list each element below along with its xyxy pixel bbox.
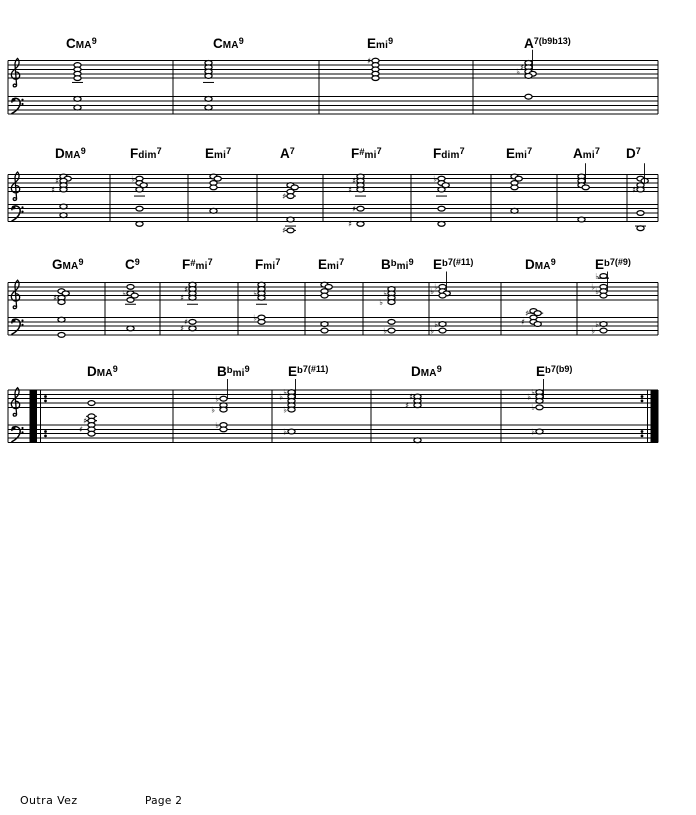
chord-label-part: 7	[533, 35, 539, 46]
chord-label-part: b	[442, 258, 448, 269]
barlines	[8, 387, 658, 442]
chord-notes	[203, 60, 214, 110]
chord-notes	[53, 289, 69, 337]
flat-accidental-icon: ♭	[131, 174, 135, 184]
chord-label-part: mi	[396, 261, 409, 272]
flat-accidental-icon: ♭	[531, 427, 535, 437]
chord-label-part: mi	[327, 261, 340, 272]
chord-label-part: 9	[112, 363, 118, 374]
chord-label-part: B	[217, 364, 227, 379]
staff-lines	[8, 387, 658, 442]
treble-clef-icon	[11, 280, 19, 308]
treble-clef-icon	[11, 172, 19, 200]
chord-label-part: (b9b13)	[538, 35, 571, 46]
whole-notehead	[287, 228, 294, 233]
whole-notehead	[74, 96, 81, 101]
whole-notehead	[210, 208, 217, 213]
whole-notehead	[439, 322, 446, 327]
whole-notehead	[511, 208, 518, 213]
staff-lines	[8, 174, 658, 221]
sharp-accidental-icon: ♯	[348, 219, 352, 229]
chord-label-part: mi	[232, 368, 245, 379]
whole-notehead	[600, 293, 607, 298]
chord-label-part: F	[130, 146, 139, 161]
chord-label	[525, 257, 556, 273]
chord-label-part: F	[182, 257, 191, 272]
whole-notehead	[438, 206, 445, 211]
chord-notes	[632, 163, 648, 230]
chord-label-part: mi	[515, 150, 528, 161]
chord-label	[255, 257, 280, 273]
chord-label-part: dim	[441, 150, 460, 161]
whole-notehead	[321, 328, 328, 333]
footer-page-label: Page 2	[145, 795, 183, 807]
whole-notehead	[189, 295, 196, 300]
whole-notehead	[127, 326, 134, 331]
chord-label-part: 9	[408, 256, 414, 267]
flat-accidental-icon: ♭	[253, 289, 257, 299]
sharp-accidental-icon: ♯	[184, 317, 188, 327]
chord-label-part: A	[280, 146, 290, 161]
chord-label-part: 9	[238, 35, 244, 46]
chord-label	[213, 36, 244, 52]
chord-label-part: 7	[275, 256, 281, 267]
sharp-accidental-icon: ♯	[53, 293, 57, 303]
chord-label-part: 7	[550, 363, 556, 374]
flat-accidental-icon: ♭	[531, 403, 535, 413]
chord-label-part: mi	[376, 40, 389, 51]
chord-label-part: MA	[222, 40, 239, 51]
chord-label	[125, 257, 140, 273]
whole-notehead	[600, 322, 607, 327]
whole-notehead	[388, 328, 395, 333]
sharp-accidental-icon: ♯	[282, 226, 286, 236]
chord-label-part: MA	[96, 368, 113, 379]
chord-label-part: D	[55, 146, 65, 161]
flat-accidental-icon: ♭	[383, 326, 387, 336]
chord-label-part: b	[297, 365, 303, 376]
sharp-accidental-icon: ♯	[180, 293, 184, 303]
chord-label-part: E	[595, 257, 605, 272]
sharp-accidental-icon: ♯	[525, 308, 529, 318]
chord-label-part: E	[433, 257, 443, 272]
chord-label-part: (#11)	[307, 363, 329, 374]
chord-label-part: 7	[289, 145, 295, 156]
chord-label-part: C	[213, 36, 223, 51]
whole-notehead	[388, 300, 395, 305]
flat-accidental-icon: ♭	[591, 282, 595, 292]
whole-notehead	[258, 319, 265, 324]
whole-notehead	[321, 322, 328, 327]
flat-accidental-icon: ♭	[383, 289, 387, 299]
sharp-accidental-icon: ♯	[55, 176, 59, 186]
chord-label	[367, 36, 393, 52]
chord-label-part: (#11)	[452, 256, 474, 267]
chord-label-part: A	[573, 146, 583, 161]
flat-accidental-icon: ♭	[379, 297, 383, 307]
whole-notehead	[205, 105, 212, 110]
whole-notehead	[414, 403, 421, 408]
flat-accidental-icon: ♭	[516, 67, 520, 77]
sharp-accidental-icon: ♯	[352, 176, 356, 186]
flat-accidental-icon: ♭	[527, 392, 531, 402]
chord-label	[182, 257, 213, 273]
chord-label-part: E	[536, 364, 546, 379]
flat-accidental-icon: ♭	[283, 405, 287, 415]
whole-notehead	[438, 221, 445, 226]
chord-label-part: 7	[207, 256, 213, 267]
whole-notehead	[220, 407, 227, 412]
flat-accidental-icon: ♭	[122, 289, 126, 299]
whole-notehead	[189, 319, 196, 324]
chord-label-part: 7	[447, 256, 453, 267]
flat-accidental-icon: ♭	[253, 313, 257, 323]
chord-label-part: mi	[364, 150, 377, 161]
chord-notes	[405, 392, 421, 442]
chord-label-part: dim	[138, 150, 157, 161]
chord-label-part: 9	[134, 256, 140, 267]
chord-notes	[367, 57, 379, 81]
sharp-accidental-icon: ♯	[51, 185, 55, 195]
whole-notehead	[287, 217, 294, 222]
chord-label-part: 7	[527, 145, 533, 156]
whole-notehead	[357, 206, 364, 211]
flat-accidental-icon: ♭	[211, 405, 215, 415]
chord-notes	[516, 50, 536, 99]
whole-notehead	[136, 206, 143, 211]
flat-accidental-icon: ♭	[434, 282, 438, 292]
chord-notes	[511, 174, 522, 213]
whole-notehead	[321, 293, 328, 298]
whole-notehead	[127, 298, 134, 303]
whole-notehead	[136, 187, 143, 192]
whole-notehead	[637, 187, 644, 192]
sharp-accidental-icon: ♯	[79, 425, 83, 435]
chord-label-part: mi	[582, 150, 595, 161]
sharp-accidental-icon: ♯	[282, 191, 286, 201]
whole-notehead	[439, 293, 446, 298]
chord-label-part: 7	[339, 256, 345, 267]
chord-label	[626, 146, 641, 162]
whole-notehead	[88, 431, 95, 436]
end-repeat-sign	[648, 390, 658, 442]
whole-notehead	[536, 429, 543, 434]
chord-notes	[72, 63, 83, 110]
whole-notehead	[258, 295, 265, 300]
barlines	[8, 61, 658, 114]
whole-notehead	[205, 74, 212, 79]
chord-label-part: #	[190, 258, 196, 269]
chord-label	[524, 36, 571, 52]
chord-label-part: 7	[226, 145, 232, 156]
chord-label	[351, 146, 382, 162]
sharp-accidental-icon: ♯	[521, 317, 525, 327]
flat-accidental-icon: ♭	[591, 326, 595, 336]
chord-label-part: MA	[75, 40, 92, 51]
flat-accidental-icon: ♭	[215, 420, 219, 430]
chord-label-part: D	[525, 257, 535, 272]
chord-label-part: C	[66, 36, 76, 51]
chord-label-part: A	[524, 36, 534, 51]
chord-label-part: E	[506, 146, 516, 161]
system-4	[8, 379, 658, 443]
flat-accidental-icon: ♭	[430, 326, 434, 336]
chord-label	[87, 364, 118, 380]
whole-notehead	[582, 185, 589, 190]
chord-notes	[211, 379, 227, 432]
chord-label	[66, 36, 97, 52]
whole-notehead	[210, 185, 217, 190]
whole-notehead	[637, 226, 644, 231]
whole-notehead	[357, 221, 364, 226]
chord-label-part: G	[52, 257, 63, 272]
whole-notehead	[189, 326, 196, 331]
whole-notehead	[536, 405, 543, 410]
treble-clef-icon	[11, 388, 19, 416]
chord-label-part: 9	[388, 35, 394, 46]
chord-label	[130, 146, 162, 162]
chord-label-part: mi	[263, 261, 276, 272]
whole-notehead	[536, 398, 543, 403]
chord-notes	[253, 282, 267, 324]
whole-notehead	[220, 427, 227, 432]
treble-clef-icon	[11, 58, 19, 86]
staff-lines	[8, 61, 658, 114]
chord-label-part: F	[351, 146, 360, 161]
flat-accidental-icon: ♭	[430, 287, 434, 296]
chord-label-part: 9	[436, 363, 442, 374]
whole-notehead	[637, 211, 644, 216]
sharp-accidental-icon: ♯	[367, 56, 371, 66]
whole-notehead	[357, 187, 364, 192]
chord-label-part: (b9)	[555, 363, 573, 374]
chord-label-part: MA	[534, 261, 551, 272]
whole-notehead	[74, 105, 81, 110]
flat-accidental-icon: ♭	[279, 392, 283, 402]
whole-notehead	[414, 438, 421, 443]
chord-label-part: b	[226, 365, 233, 376]
whole-notehead	[60, 213, 67, 218]
whole-notehead	[136, 221, 143, 226]
chord-notes	[79, 401, 97, 436]
chord-label	[433, 257, 473, 273]
begin-repeat-sign	[30, 390, 41, 442]
chord-label	[506, 146, 532, 162]
sharp-accidental-icon: ♯	[632, 185, 636, 195]
whole-notehead	[58, 300, 65, 305]
chord-label-part: E	[205, 146, 215, 161]
chord-label-part: D	[626, 146, 636, 161]
chord-label-part: MA	[420, 368, 437, 379]
chord-label	[381, 257, 414, 273]
chord-label	[318, 257, 344, 273]
whole-notehead	[578, 217, 585, 222]
sharp-accidental-icon: ♯	[83, 416, 87, 426]
chord-notes	[51, 174, 71, 218]
chord-notes	[348, 174, 366, 229]
chord-label-part: 7	[302, 363, 308, 374]
chord-label	[217, 364, 250, 380]
system-3	[8, 272, 658, 338]
chord-label	[536, 364, 572, 380]
sharp-accidental-icon: ♯	[405, 401, 409, 411]
flat-accidental-icon: ♭	[433, 174, 437, 184]
sharp-accidental-icon: ♯	[352, 204, 356, 214]
system-1	[8, 50, 658, 114]
chord-label-part: MA	[64, 150, 81, 161]
chord-label-part: D	[411, 364, 421, 379]
flat-accidental-icon: ♭	[215, 394, 219, 404]
sharp-accidental-icon: ♯	[180, 324, 184, 334]
chord-label-part: 7	[156, 145, 162, 156]
chord-label-part: 9	[550, 256, 556, 267]
whole-notehead	[372, 76, 379, 81]
chord-notes	[433, 174, 449, 226]
whole-notehead	[287, 194, 294, 199]
whole-notehead	[60, 204, 67, 209]
flat-accidental-icon: ♭	[595, 287, 599, 296]
chord-label-part: F	[255, 257, 264, 272]
chord-label	[595, 257, 631, 273]
chord-notes	[321, 282, 332, 333]
chord-label-part: b	[604, 258, 610, 269]
chord-label-part: 9	[78, 256, 84, 267]
chord-notes	[379, 287, 395, 336]
chord-label-part: 7	[594, 145, 600, 156]
whole-notehead	[525, 94, 532, 99]
barlines	[8, 174, 658, 221]
chord-label-part: mi	[195, 261, 208, 272]
chord-label	[280, 146, 295, 162]
whole-notehead	[58, 317, 65, 322]
whole-notehead	[58, 333, 65, 338]
system-2	[8, 163, 658, 235]
footer-title: Outra Vez	[20, 794, 78, 807]
flat-accidental-icon: ♭	[531, 387, 535, 397]
whole-notehead	[439, 328, 446, 333]
whole-notehead	[438, 187, 445, 192]
flat-accidental-icon: ♭	[283, 427, 287, 437]
chord-label	[411, 364, 442, 380]
whole-notehead	[525, 74, 532, 79]
whole-notehead	[600, 328, 607, 333]
chord-label	[55, 146, 86, 162]
whole-notehead	[74, 76, 81, 81]
chord-label-part: 7	[635, 145, 641, 156]
sharp-accidental-icon: ♯	[348, 185, 352, 195]
chord-label-part: b	[545, 365, 551, 376]
chord-notes	[180, 282, 198, 333]
whole-notehead	[388, 319, 395, 324]
chord-label	[52, 257, 83, 273]
chord-label-part: F	[433, 146, 442, 161]
chord-label	[433, 146, 465, 162]
sharp-accidental-icon: ♯	[184, 284, 188, 294]
chord-label-part: 9	[244, 363, 250, 374]
chord-label-part: C	[125, 257, 135, 272]
chord-label-part: (#9)	[614, 256, 631, 267]
chord-notes	[591, 272, 609, 336]
whole-notehead	[288, 407, 295, 412]
whole-notehead	[534, 322, 541, 327]
chord-label-part: 9	[91, 35, 97, 46]
whole-notehead	[220, 396, 227, 401]
chord-notes	[131, 174, 147, 226]
whole-notehead	[205, 96, 212, 101]
whole-notehead	[88, 401, 95, 406]
whole-notehead	[288, 429, 295, 434]
sharp-accidental-icon: ♯	[520, 63, 524, 73]
flat-accidental-icon: ♭	[595, 319, 599, 329]
chord-label	[573, 146, 600, 162]
chord-label-part: B	[381, 257, 391, 272]
chord-label-part: b	[390, 258, 397, 269]
flat-accidental-icon: ♭	[434, 319, 438, 329]
flat-accidental-icon: ♭	[595, 271, 599, 281]
chord-label-part: E	[288, 364, 298, 379]
chord-label-part: E	[367, 36, 377, 51]
whole-notehead	[60, 187, 67, 192]
chord-notes	[210, 174, 221, 213]
chord-label	[205, 146, 231, 162]
sharp-accidental-icon: ♯	[409, 392, 413, 402]
chord-label-part: E	[318, 257, 328, 272]
chord-label-part: 7	[609, 256, 615, 267]
barlines	[8, 283, 658, 335]
chord-label-part: #	[359, 147, 365, 158]
chord-label	[288, 364, 328, 380]
chord-label-part: D	[87, 364, 97, 379]
chord-label-part: 7	[376, 145, 382, 156]
chord-label-part: 7	[459, 145, 465, 156]
flat-accidental-icon: ♭	[283, 387, 287, 397]
chord-label-part: mi	[214, 150, 227, 161]
whole-notehead	[511, 185, 518, 190]
chord-label-part: MA	[62, 261, 79, 272]
chord-label-part: 9	[80, 145, 86, 156]
whole-notehead	[127, 284, 134, 289]
